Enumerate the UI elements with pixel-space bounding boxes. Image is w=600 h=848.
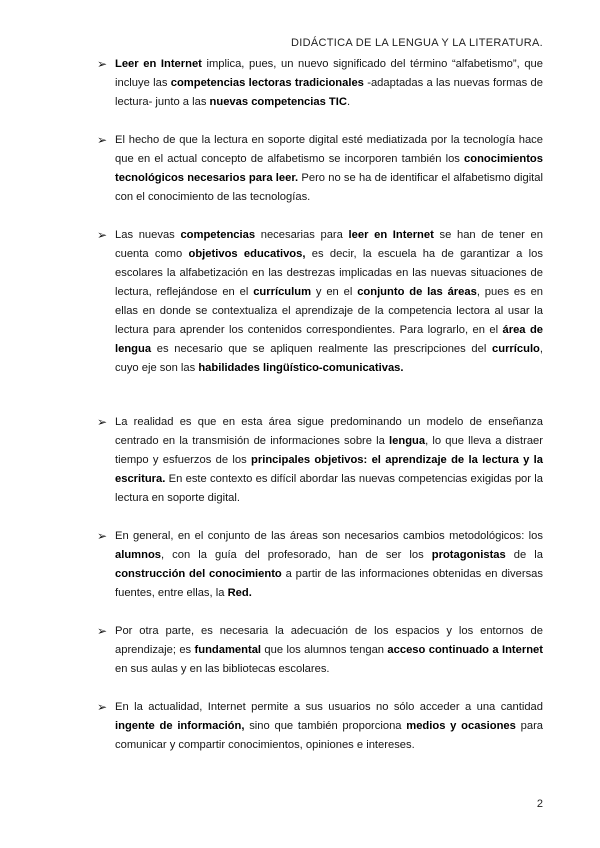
text-run: En general, en el conjunto de las áreas son necesarios cambios metodológicos: los <box>115 530 543 542</box>
text-run: necesarias para <box>255 229 349 241</box>
text-run: En este contexto es difícil abordar las nuevas competencias exigidas por la lectura en soporte digital. <box>115 473 543 504</box>
paragraph <box>115 55 543 112</box>
bold-run: leer en Internet <box>348 229 434 241</box>
page-number: 2 <box>536 798 543 810</box>
bold-run: objetivos educativos, <box>188 248 306 260</box>
text-run: El hecho de que la lectura en soporte digital esté mediatizada por la tecnología hace que en el actual concepto de alfabetismo se incorporen también los <box>115 134 543 165</box>
bold-run: lengua <box>389 435 426 447</box>
text-run: sino que también proporciona <box>244 720 407 732</box>
paragraph <box>115 527 543 603</box>
arrow-bullet-icon: ➢ <box>97 133 108 147</box>
paragraph <box>115 131 543 207</box>
bold-run: conocimientos tecnológicos necesarios para leer. <box>115 153 543 184</box>
text-run: , cuyo eje son las <box>115 343 543 374</box>
text-run: que los alumnos tengan <box>261 644 388 656</box>
text-run: y en el <box>311 286 358 298</box>
arrow-bullet-icon: ➢ <box>97 228 108 242</box>
paragraph <box>115 413 543 508</box>
bold-run: conjunto de las áreas <box>357 286 477 298</box>
bold-run: ingente de información, <box>115 720 245 732</box>
bold-run: currículum <box>253 286 312 298</box>
bold-run: Red. <box>227 587 252 599</box>
arrow-bullet-icon: ➢ <box>97 624 108 638</box>
paragraph <box>115 622 543 679</box>
bold-run: alumnos <box>115 549 162 561</box>
running-header: DIDÁCTICA DE LA LENGUA Y LA LITERATURA. <box>291 37 543 49</box>
bold-run: competencias lectoras tradicionales <box>170 77 364 89</box>
text-run: La realidad es que en esta área sigue predominando un modelo de enseñanza centrado en la transmisión de informaciones sobre la <box>115 416 543 447</box>
arrow-bullet-icon: ➢ <box>97 57 108 71</box>
bold-run: fundamental <box>194 644 262 656</box>
bold-run: nuevas competencias TIC <box>209 96 347 108</box>
bold-run: área de lengua <box>115 324 543 355</box>
text-run: a partir de las informaciones obtenidas en diversas fuentes, entre ellas, la <box>115 568 543 599</box>
paragraph <box>115 698 543 755</box>
bold-run: construcción del conocimiento <box>115 568 282 580</box>
paragraph <box>115 226 543 378</box>
text-run: Las nuevas <box>115 229 181 241</box>
arrow-bullet-icon: ➢ <box>97 529 108 543</box>
arrow-bullet-icon: ➢ <box>97 415 108 429</box>
text-run: en sus aulas y en las bibliotecas escolares. <box>115 663 330 675</box>
text-run: , pues es en ellas en donde se contextualiza el aprendizaje de la competencia lectora al usar la lectura para aprender los contenidos correspondientes. Para lograrlo, en el <box>115 286 544 336</box>
arrow-bullet-icon: ➢ <box>97 700 108 714</box>
text-run: . <box>346 96 351 108</box>
text-run: es decir, la escuela ha de garantizar a los escolares la alfabetización en las destrezas implicadas en las nuevas situaciones de lectura, reflejándose en el <box>115 248 543 298</box>
bold-run: currículo <box>492 343 540 355</box>
bold-run: habilidades lingüístico-comunicativas. <box>198 362 404 374</box>
bold-run: protagonistas <box>431 549 506 561</box>
text-run: -adaptadas a las nuevas formas de lectura- junto a las <box>115 77 543 108</box>
text-run: , con la guía del profesorado, han de ser los <box>161 549 432 561</box>
text-run: , lo que lleva a distraer tiempo y esfuerzos de los <box>115 435 543 466</box>
bold-run: Leer en Internet <box>115 58 202 70</box>
text-run: Pero no se ha de identificar el alfabetismo digital con el conocimiento de las tecnologías. <box>115 172 543 203</box>
text-run: se han de tener en cuenta como <box>115 229 543 260</box>
text-run: para comunicar y compartir conocimientos, opiniones e intereses. <box>115 720 544 751</box>
text-run: es necesario que se apliquen realmente las prescripciones del <box>151 343 493 355</box>
bold-run: medios y ocasiones <box>406 720 516 732</box>
text-run: En la actualidad, Internet permite a sus usuarios no sólo acceder a una cantidad <box>115 701 543 713</box>
bold-run: acceso continuado a Internet <box>387 644 544 656</box>
text-run: de la <box>505 549 543 561</box>
text-run: Por otra parte, es necesaria la adecuación de los espacios y los entornos de aprendizaje; es <box>115 625 543 656</box>
text-run: implica, pues, un nuevo significado del término “alfabetismo”, que incluye las <box>115 58 543 89</box>
bold-run: principales objetivos: el aprendizaje de la lectura y la escritura. <box>115 454 544 485</box>
bold-run: competencias <box>180 229 256 241</box>
